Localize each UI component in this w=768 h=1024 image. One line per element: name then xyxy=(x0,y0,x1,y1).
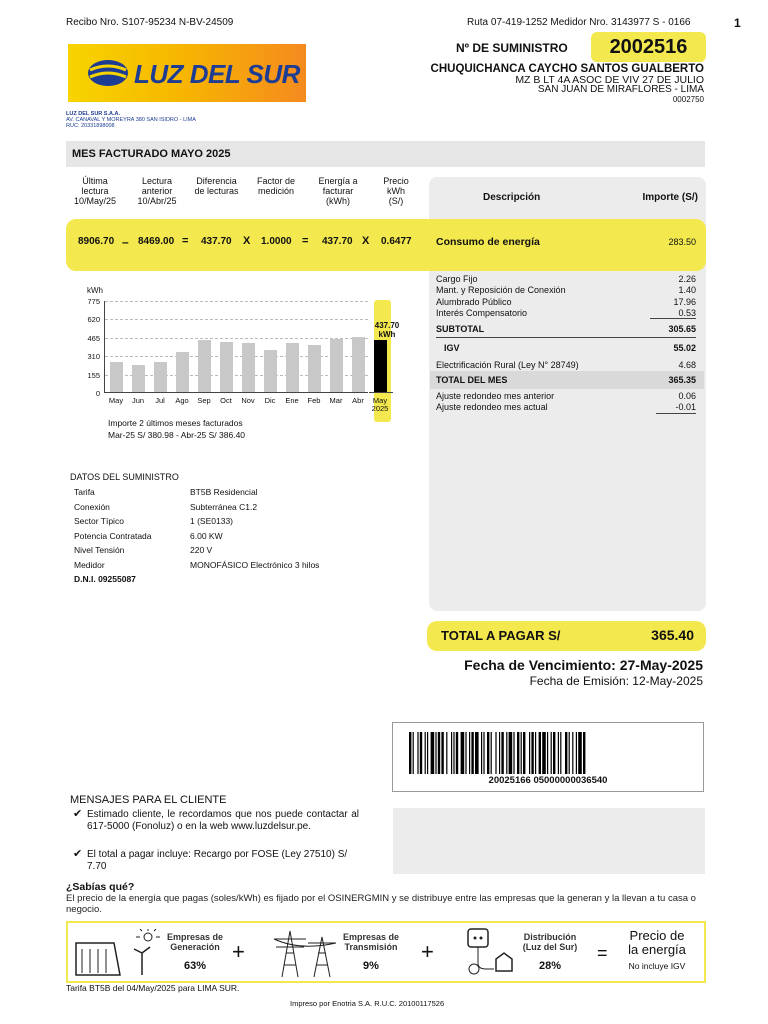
chart-bar xyxy=(286,343,299,392)
info-text: El precio de la energía que pagas (soles/kWh) es fijado por el OSINERGMIN y se distribuye entre las empresas que la generan y la llevan a tu casa o negocio. xyxy=(66,893,696,915)
header-last-reading: Última lectura 10/May/25 xyxy=(73,176,117,206)
chart-x-tick: Oct xyxy=(220,396,232,405)
barcode-bar xyxy=(420,732,422,774)
adjust-cur-amount: -0.01 xyxy=(675,402,696,412)
chart-y-tick: 465 xyxy=(87,333,100,343)
total-label: TOTAL A PAGAR S/ xyxy=(441,628,561,643)
route-meter: Ruta 07-419-1252 Medidor Nro. 3143977 S - 0166 xyxy=(467,17,691,28)
message-1: ✔ Estimado cliente, le recordamos que nos puede contactar al 617-5000 (Fonoluz) o en la web www.luzdelsur.pe. xyxy=(87,809,359,833)
customer-name: CHUQUICHANCA CAYCHO SANTOS GUALBERTO xyxy=(430,63,704,75)
amount-header: Importe (S/) xyxy=(642,192,698,203)
chart-gridline xyxy=(105,319,368,320)
chart-x-tick: Abr xyxy=(352,396,364,405)
price-label: Precio de la energía xyxy=(628,928,686,957)
charge-label-3: Interés Compensatorio xyxy=(436,308,528,318)
charge-label-1: Mant. y Reposición de Conexión xyxy=(436,285,566,295)
barcode-bar xyxy=(427,732,428,774)
messages-title: MENSAJES PARA EL CLIENTE xyxy=(70,794,227,806)
dni: D.N.I. 09255087 xyxy=(74,574,136,584)
supply-row-value-2: 1 (SE0133) xyxy=(190,516,233,526)
barcode-bar xyxy=(438,732,440,774)
header-price: Precio kWh (S/) xyxy=(383,176,409,206)
barcode-bar xyxy=(583,732,585,774)
calc-energy: 437.70 xyxy=(322,236,353,247)
rural-amount: 4.68 xyxy=(678,360,696,370)
barcode-bar xyxy=(513,732,514,774)
chart-bar xyxy=(308,345,321,392)
header-prev-reading: Lectura anterior 10/Abr/25 xyxy=(137,176,177,206)
supply-row-value-1: Subterránea C1.2 xyxy=(190,502,258,512)
supply-row-value-4: 220 V xyxy=(190,545,213,555)
barcode-bar xyxy=(521,732,522,774)
chart-y-tick: 0 xyxy=(95,389,100,398)
barcode-bar xyxy=(456,732,458,774)
generation-label: Empresas de Generación xyxy=(166,932,224,952)
barcode-bar xyxy=(499,732,500,774)
adjust-prev-amount: 0.06 xyxy=(678,391,696,401)
energy-consumption-label: Consumo de energía xyxy=(436,236,540,248)
supply-row-label-1: Conexión xyxy=(74,502,110,512)
customer-code: 0002750 xyxy=(672,95,704,104)
supply-number: 2002516 xyxy=(591,32,706,62)
chart-gridline xyxy=(105,301,368,302)
chart-bar xyxy=(154,362,167,392)
barcode-bar xyxy=(475,732,479,774)
message-2: ✔ El total a pagar incluye: Recargo por FOSE (Ley 27510) S/ 7.70 xyxy=(87,849,361,873)
chart-y-tick: 775 xyxy=(87,297,100,306)
last-months-values: Mar-25 S/ 380.98 - Abr-25 S/ 386.40 xyxy=(108,430,246,440)
barcode-bar xyxy=(517,732,519,774)
barcode-bar xyxy=(535,732,536,774)
barcode-bar xyxy=(461,732,465,774)
calc-minus: – xyxy=(122,235,129,249)
chart-bar xyxy=(110,362,123,392)
header-factor: Factor de medición xyxy=(256,176,296,196)
company-address: AV. CANAVAL Y MOREYRA 380 SAN ISIDRO - LIMA xyxy=(66,117,196,123)
adjust-divider xyxy=(656,413,696,414)
generation-pct: 63% xyxy=(183,960,207,972)
barcode-bar xyxy=(576,732,577,774)
calc-last: 8906.70 xyxy=(78,236,115,247)
chart-bar xyxy=(176,352,189,392)
barcode-bar xyxy=(547,732,548,774)
supply-row-label-2: Sector Típico xyxy=(74,516,124,526)
transmission-tower-icon xyxy=(270,927,340,979)
calc-times2: X xyxy=(362,235,370,247)
description-header: Descripción xyxy=(483,192,541,203)
plus-sign-2: + xyxy=(421,939,434,964)
chart-x-tick: Ago xyxy=(175,396,189,405)
chart-y-tick: 155 xyxy=(87,370,100,380)
plus-sign-1: + xyxy=(232,939,245,964)
barcode-bar xyxy=(509,732,513,774)
due-date: Fecha de Vencimiento: 27-May-2025 xyxy=(464,657,703,673)
supply-row-label-3: Potencia Contratada xyxy=(74,531,152,541)
barcode-bar xyxy=(465,732,466,774)
chart-y-unit: kWh xyxy=(87,286,103,295)
barcode-bar xyxy=(487,732,489,774)
tariff-note: Tarifa BT5B del 04/May/2025 para LIMA SUR. xyxy=(66,983,240,993)
chart-bar xyxy=(220,342,233,392)
charge-amount-3: 0.53 xyxy=(650,308,696,319)
barcode-bar xyxy=(451,732,452,774)
barcode-bar xyxy=(565,732,567,774)
supply-data-title: DATOS DEL SUMINISTRO xyxy=(70,472,179,482)
barcode-bar xyxy=(435,732,436,774)
supply-label: Nº DE SUMINISTRO xyxy=(456,41,568,55)
barcode-bar xyxy=(578,732,582,774)
chart-y-tick: 310 xyxy=(87,352,100,362)
barcode-bar xyxy=(558,732,559,774)
charge-amount-2: 17.96 xyxy=(673,297,696,307)
total-month-amount: 365.35 xyxy=(668,375,696,385)
chart-x-tick: Nov xyxy=(241,396,255,405)
charge-label-2: Alumbrado Público xyxy=(436,297,512,307)
chart-x-tick: Mar xyxy=(329,396,343,405)
issue-date: Fecha de Emisión: 12-May-2025 xyxy=(529,674,703,688)
energy-consumption-amount: 283.50 xyxy=(668,237,696,247)
chart-x-tick: Dic xyxy=(264,396,276,405)
customer-address2: SAN JUAN DE MIRAFLORES - LIMA xyxy=(537,84,704,95)
chart-current-label: 437.70 kWh xyxy=(374,321,400,339)
page-number: 1 xyxy=(734,16,741,30)
barcode-bars xyxy=(409,732,689,774)
barcode-bar xyxy=(539,732,541,774)
charge-amount-0: 2.26 xyxy=(678,274,696,284)
chart-x-axis xyxy=(104,397,396,417)
adjust-cur-label: Ajuste redondeo mes actual xyxy=(436,402,548,412)
distribution-label: Distribución (Luz del Sur) xyxy=(522,932,578,952)
energy-price-breakdown xyxy=(66,921,706,983)
chart-x-tick: Feb xyxy=(307,396,321,405)
supply-row-label-0: Tarifa xyxy=(74,487,95,497)
calc-price: 0.6477 xyxy=(381,236,412,247)
supply-row-value-0: BT5B Residencial xyxy=(190,487,258,497)
supply-row-label-4: Nivel Tensión xyxy=(74,545,125,555)
total-month-label: TOTAL DEL MES xyxy=(436,375,508,385)
supply-row-value-5: MONOFÁSICO Electrónico 3 hilos xyxy=(190,560,320,570)
chart-bar-current xyxy=(374,340,387,392)
chart-bar xyxy=(132,365,145,392)
chart-bar xyxy=(198,340,211,392)
charge-label-0: Cargo Fijo xyxy=(436,274,478,284)
barcode-bar xyxy=(469,732,470,774)
chart-bar xyxy=(264,350,277,392)
price-note: No incluye IGV xyxy=(628,961,686,971)
company-ruc: RUC: 20331898008 xyxy=(66,123,115,129)
barcode-bar xyxy=(481,732,482,774)
barcode-bar xyxy=(431,732,435,774)
barcode-bar xyxy=(542,732,546,774)
chart-x-tick: Sep xyxy=(197,396,211,405)
barcode-bar xyxy=(572,732,573,774)
month-title: MES FACTURADO MAYO 2025 xyxy=(72,148,231,160)
igv-amount: 55.02 xyxy=(673,343,696,353)
chart-x-tick: Ene xyxy=(285,396,299,405)
chart-y-tick: 620 xyxy=(87,315,100,325)
chart-plot-area xyxy=(104,301,368,393)
subtotal-label: SUBTOTAL xyxy=(436,324,485,334)
chart-y-axis xyxy=(70,296,102,396)
chart-bar xyxy=(352,337,365,392)
barcode-bar xyxy=(553,732,555,774)
subtotal-divider xyxy=(436,337,696,338)
outlet-house-icon xyxy=(464,927,520,979)
barcode-bar xyxy=(441,732,443,774)
equals-sign: = xyxy=(597,943,608,963)
globe-icon xyxy=(86,58,130,88)
customer-address1: MZ B LT 4A ASOC DE VIV 27 DE JULIO xyxy=(515,74,704,86)
barcode-bar xyxy=(409,732,411,774)
calc-times1: X xyxy=(243,235,251,247)
header-energy: Energía a facturar (kWh) xyxy=(318,176,358,206)
chart-x-tick: May 2025 xyxy=(371,396,389,413)
chart-gridline xyxy=(105,338,368,339)
chart-current-area xyxy=(369,301,393,393)
receipt-number: Recibo Nro. S107-95234 N-BV-24509 xyxy=(66,17,234,28)
barcode-bar xyxy=(491,732,492,774)
logo-text: LUZ DEL SUR xyxy=(134,59,300,89)
calc-prev: 8469.00 xyxy=(138,236,175,247)
total-amount: 365.40 xyxy=(651,627,694,643)
distribution-pct: 28% xyxy=(538,960,562,972)
header-diff: Diferencia de lecturas xyxy=(194,176,239,196)
barcode-bar xyxy=(560,732,561,774)
subtotal-amount: 305.65 xyxy=(668,324,696,334)
barcode-bar xyxy=(531,732,533,774)
message-gray-box xyxy=(393,808,705,874)
transmission-label: Empresas de Transmisión xyxy=(342,932,400,952)
transmission-pct: 9% xyxy=(363,960,379,972)
barcode xyxy=(392,722,704,792)
generation-icon xyxy=(74,929,162,977)
barcode-bar xyxy=(413,732,414,774)
barcode-bar xyxy=(551,732,552,774)
chart-x-tick: May xyxy=(108,396,124,405)
barcode-bar xyxy=(425,732,426,774)
barcode-number: 20025166 05000000036540 xyxy=(488,775,608,786)
barcode-bar xyxy=(417,732,418,774)
adjust-prev-label: Ajuste redondeo mes anterior xyxy=(436,391,555,401)
charge-amount-1: 1.40 xyxy=(678,285,696,295)
chart-gridline xyxy=(105,356,368,357)
chart-bar xyxy=(242,343,255,392)
rural-label: Electrificación Rural (Ley N° 28749) xyxy=(436,360,579,370)
supply-row-label-5: Medidor xyxy=(74,560,105,570)
barcode-bar xyxy=(483,732,484,774)
chart-x-tick: Jul xyxy=(155,396,165,405)
chart-x-tick: Jun xyxy=(131,396,145,405)
barcode-bar xyxy=(501,732,503,774)
barcode-bar xyxy=(471,732,473,774)
calc-factor: 1.0000 xyxy=(261,236,292,247)
printed-by: Impreso por Enotria S.A. R.U.C. 20100117526 xyxy=(290,999,445,1008)
barcode-bar xyxy=(569,732,570,774)
calc-eq1: = xyxy=(182,235,189,247)
calc-diff: 437.70 xyxy=(201,236,232,247)
barcode-bar xyxy=(453,732,454,774)
chart-bar xyxy=(330,339,343,392)
supply-row-value-3: 6.00 KW xyxy=(190,531,223,541)
igv-label: IGV xyxy=(444,343,460,353)
company-name: LUZ DEL SUR S.A.A. xyxy=(66,111,120,117)
barcode-bar xyxy=(529,732,530,774)
calc-eq2: = xyxy=(302,235,309,247)
barcode-bar xyxy=(495,732,496,774)
barcode-bar xyxy=(446,732,447,774)
info-title: ¿Sabías qué? xyxy=(66,881,135,893)
last-months-title: Importe 2 últimos meses facturados xyxy=(108,418,243,428)
barcode-bar xyxy=(523,732,525,774)
barcode-bar xyxy=(506,732,507,774)
